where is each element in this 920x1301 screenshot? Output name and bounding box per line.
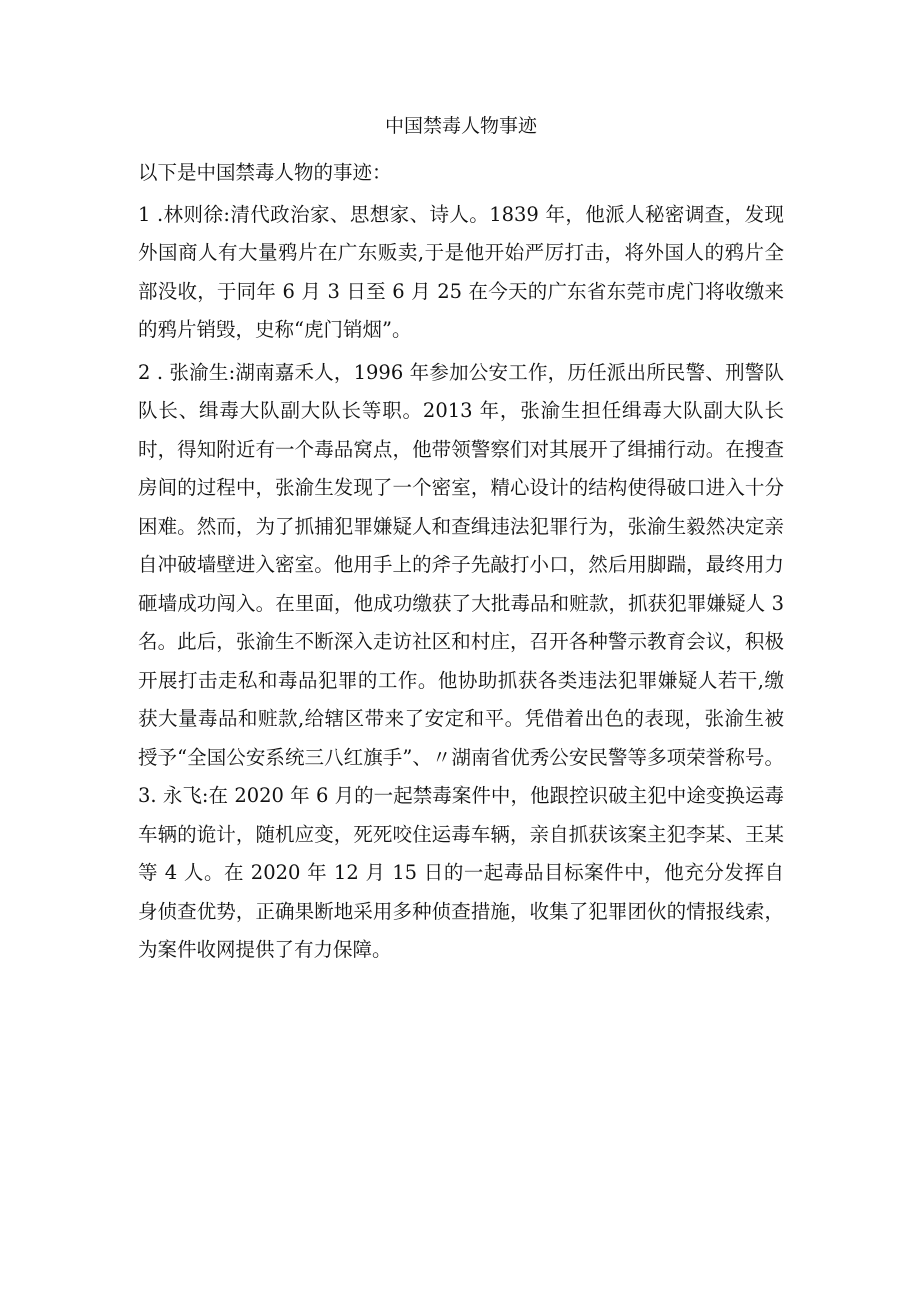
document-page <box>138 112 784 974</box>
paragraph-lin-zexu: 1 .林则徐:清代政治家、思想家、诗人。1839 年，他派人秘密调查，发现外国商人有大量鸦片在广东贩卖,于是他开始严厉打击，将外国人的鸦片全部没收，于同年 6 月 3 日至 6 月 25 在今天的广东省东莞市虎门将收缴来的鸦片销毁，史称“虎门销烟”。 <box>138 202 784 341</box>
intro-text: 以下是中国禁毒人物的事迹： <box>138 161 392 184</box>
paragraph-zhang-yusheng: 2 . 张渝生:湖南嘉禾人，1996 年参加公安工作，历任派出所民警、刑警队队长、缉毒大队副大队长等职。2013 年，张渝生担任缉毒大队副大队长时，得知附近有一个毒品窝点，他带领警察们对其展开了缉捕行动。在搜查房间的过程中，张渝生发现了一个密室，精心设计的结构使得破口进入十分困难。然而，为了抓捕犯罪嫌疑人和查缉违法犯罪行为，张渝生毅然决定亲自冲破墙壁进入密室。他用手上的斧子先敲打小口，然后用脚踹，最终用力砸墙成功闯入。在里面，他成功缴获了大批毒品和赃款，抓获犯罪嫌疑人 3 名。此后，张渝生不断深入走访社区和村庄，召开各种警示教育会议，积极开展打击走私和毒品犯罪的工作。他协助抓获各类违法犯罪嫌疑人若干,缴获大量毒品和赃款,给辖区带来了安定和平。凭借着出色的表现，张渝生被授予“全国公安系统三八红旗手”、〃湖南省优秀公安民警等多项荣誉称号。3. 永飞:在 2020 年 6 月的一起禁毒案件中，他跟控识破主犯中途变换运毒车辆的诡计，随机应变，死死咬住运毒车辆，亲自抓获该案主犯李某、王某等 4 人。在 2020 年 12 月 15 日的一起毒品目标案件中，他充分发挥自身侦查优势，正确果断地采用多种侦查措施，收集了犯罪团伙的情报线索，为案件收网提供了有力保障。 <box>138 360 784 961</box>
document-title: 中国禁毒人物事迹 <box>384 115 537 137</box>
